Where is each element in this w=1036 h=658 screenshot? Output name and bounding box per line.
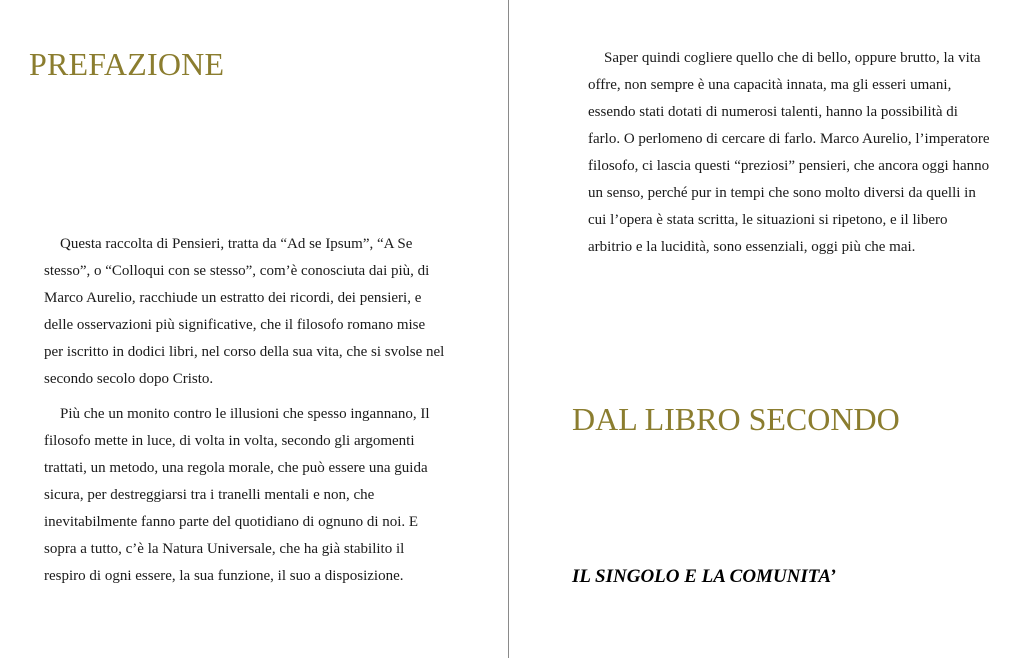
- right-text-block: [588, 45, 990, 261]
- left-page: [0, 0, 508, 658]
- chapter-subheading: IL SINGOLO E LA COMUNITA’: [572, 566, 836, 587]
- right-page: [509, 0, 1036, 658]
- right-paragraph-1: Saper quindi cogliere quello che di bello, oppure brutto, la vita offre, non sempre è una capacità innata, ma gli esseri umani, essendo stati dotati di numerosi talenti, hanno la possibilità di farlo. O perlomeno di cercare di farlo. Marco Aurelio, l’imperatore filosofo, ci lascia questi “preziosi” pensieri, che ancora oggi hanno un senso, perché pur in tempi che sono molto diversi da quelli in cui l’opera è stata scritta, le situazioni si ripetono, e il libero arbitrio e la lucidità, sono essenziali, oggi più che mai.: [588, 50, 990, 255]
- left-text-block-2: [44, 401, 446, 590]
- left-text-block-1: [44, 231, 446, 393]
- left-paragraph-2: Più che un monito contro le illusioni che spesso ingannano, Il filosofo mette in luce, di volta in volta, secondo gli argomenti trattati, un metodo, una regola morale, che può essere una guida sicura, per destreggiarsi tra i tranelli mentali e non, che inevitabilmente fanno parte del quotidiano di ognuno di noi. E sopra a tutto, c’è la Natura Universale, che ha già stabilito il respiro di ogni essere, la sua funzione, il suo a disposizione.: [44, 406, 430, 584]
- dal-libro-secondo-heading: DAL LIBRO SECONDO: [572, 401, 900, 437]
- prefazione-heading: PREFAZIONE: [29, 46, 225, 82]
- left-paragraph-1: Questa raccolta di Pensieri, tratta da “Ad se Ipsum”, “A Se stesso”, o “Colloqui con se stesso”, com’è conosciuta dai più, di Marco Aurelio, racchiude un estratto dei ricordi, dei pensieri, e delle osservazioni più significative, che il filosofo romano mise per iscritto in dodici libri, nel corso della sua vita, che si svolse nel secondo secolo dopo Cristo.: [44, 236, 445, 387]
